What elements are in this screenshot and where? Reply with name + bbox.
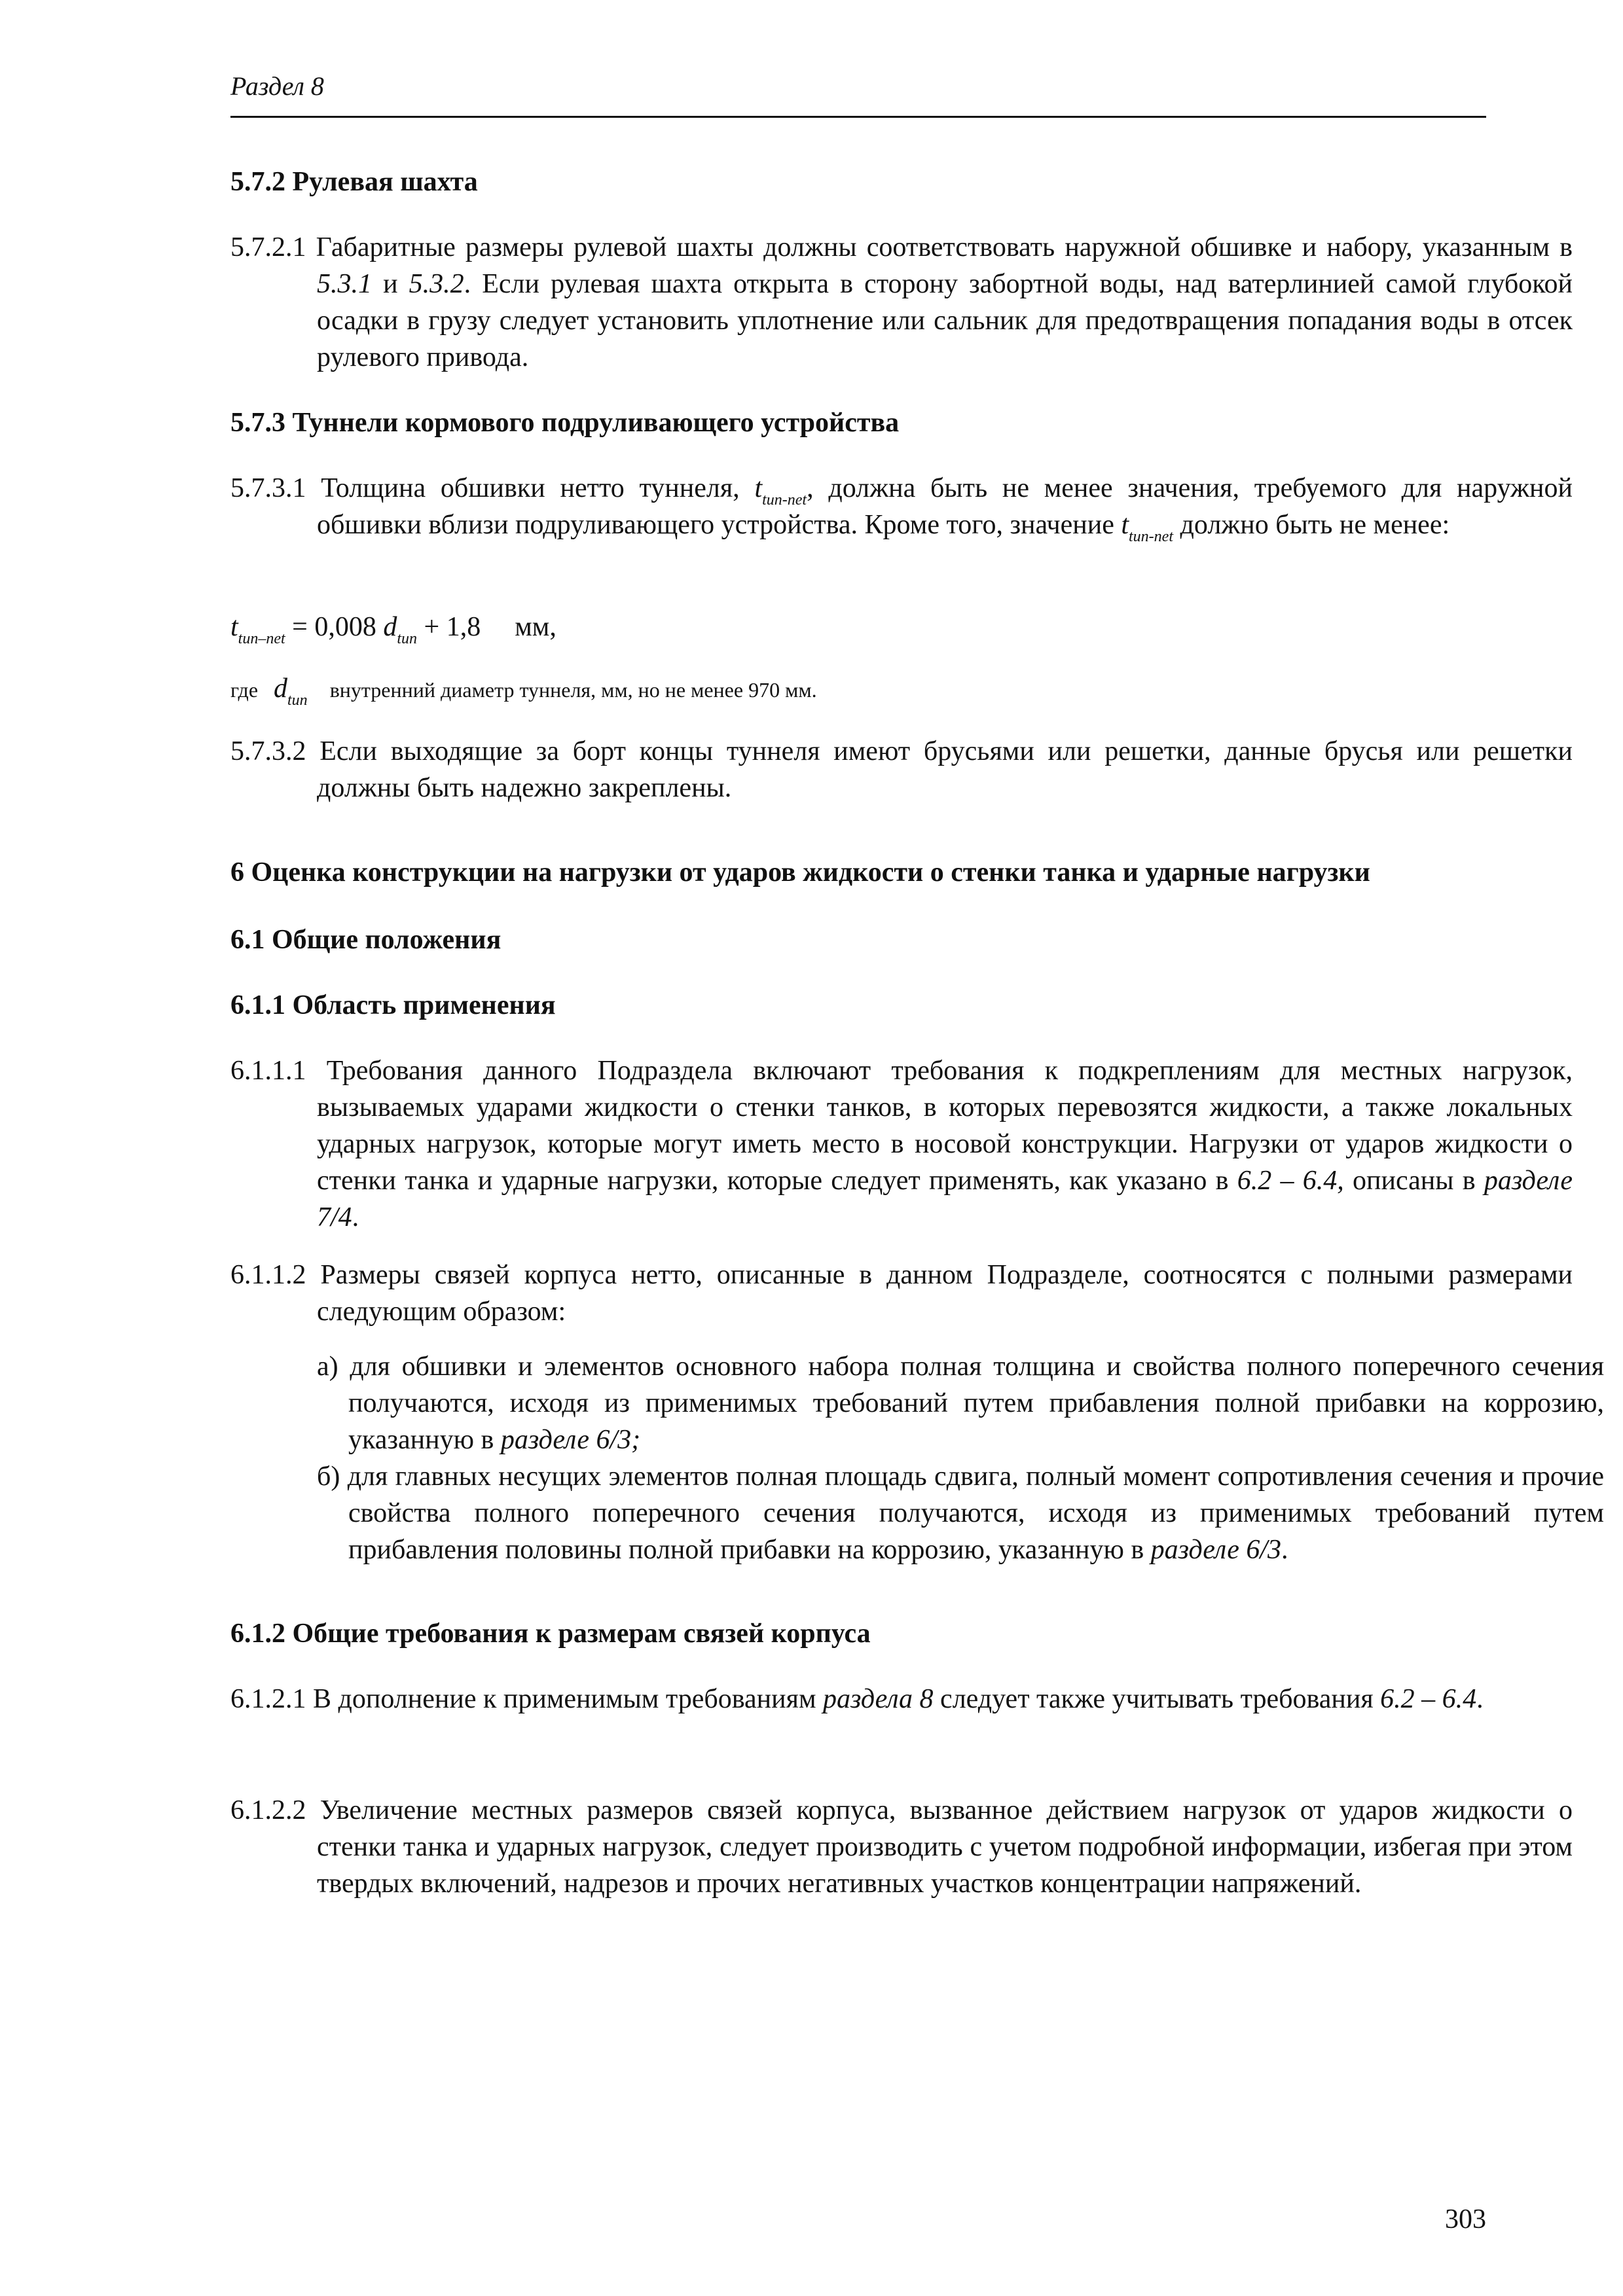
formula-subscript: tun–net (238, 630, 285, 647)
cross-reference: разделе 6/3; (500, 1425, 641, 1455)
header-rule (230, 116, 1486, 118)
formula-t-tun-net: $t_{tun-net} = 0,008$ $d_{tun} + 1,8$ мм, (230, 612, 556, 647)
heading-6-1-2: 6.1.2 Общие требования к размерам связей корпуса (230, 1619, 871, 1649)
symbol-subscript: tun-net (762, 492, 807, 509)
cross-reference: 5.3.2 (409, 269, 464, 299)
paragraph-number: 6.1.1.1 (230, 1056, 306, 1086)
paragraph-6-1-1-2: 6.1.1.2 Размеры связей корпуса нетто, описанные в данном Подразделе, соотносятся с полными размерами следующим образом: (230, 1260, 1573, 1327)
cross-reference: раздела 8 (823, 1684, 934, 1714)
heading-6-1: 6.1 Общие положения (230, 925, 501, 955)
paragraph-number: 5.7.3.1 (230, 473, 306, 503)
cross-reference: 6.2 – 6.4, (1237, 1166, 1344, 1196)
page-number: 303 (1445, 2204, 1486, 2234)
paragraph-6-1-1-1: 6.1.1.1 Требования данного Подраздела включают требования к подкреплениям для местных нагрузок, вызываемых ударами жидкости о стенки танков, в которых перевозятся жидкости, а также локальных ударных нагрузок, которые могут иметь место в носовой конструкции. Нагрузки от ударов жидкости о стенки танка и ударные нагрузки, которые следует применять, как указано в 6.2 – 6.4, описаны в разделе 7/4. (230, 1056, 1573, 1232)
list-marker: а) (317, 1352, 338, 1382)
paragraph-number: 5.7.2.1 (230, 232, 306, 262)
heading-5-7-3: 5.7.3 Туннели кормового подруливающего устройства (230, 408, 900, 438)
paragraph-number: 6.1.2.2 (230, 1795, 306, 1825)
formula-subscript: tun (287, 692, 308, 709)
paragraph-5-7-3-1: 5.7.3.1 Толщина обшивки нетто туннеля, $t_{tun-net}$, должна быть не менее значения, требуемого для наружной обшивки вблизи подруливающего устройства. Кроме того, значение $t_{tun-net}$ должно быть не менее: (230, 473, 1573, 545)
list-item-a: а) для обшивки и элементов основного набора полная толщина и свойства полного поперечного сечения получаются, исходя из применимых требований путем прибавления полной прибавки на коррозию, указанную в разделе 6/3; (317, 1352, 1605, 1455)
formula-where-clause: где $d_{tun}$ внутренний диаметр туннеля, мм, но не менее 970 мм. (230, 673, 817, 709)
formula-subscript: tun (397, 630, 418, 647)
heading-5-7-2: 5.7.2 Рулевая шахта (230, 167, 478, 197)
paragraph-number: 6.1.2.1 (230, 1684, 306, 1714)
formula-symbol: d (383, 612, 397, 642)
formula-symbol: d (274, 673, 288, 704)
symbol: t (754, 473, 763, 503)
formula-symbol: t (230, 612, 238, 642)
cross-reference: разделе 7/4 (317, 1166, 1573, 1232)
list-marker: б) (317, 1462, 340, 1492)
paragraph-number: 5.7.3.2 (230, 736, 306, 766)
heading-6-1-1: 6.1.1 Область применения (230, 990, 556, 1020)
symbol-subscript: tun-net (1129, 528, 1173, 545)
paragraph-number: 6.1.1.2 (230, 1260, 306, 1290)
cross-reference: 6.2 – 6.4 (1380, 1684, 1477, 1714)
paragraph-5-7-3-2: 5.7.3.2 Если выходящие за борт концы туннеля имеют брусьями или решетки, данные брусья или решетки должны быть надежно закреплены. (230, 736, 1573, 803)
cross-reference: разделе 6/3 (1150, 1535, 1282, 1565)
paragraph-6-1-2-1: 6.1.2.1 В дополнение к применимым требованиям раздела 8 следует также учитывать требования 6.2 – 6.4. (230, 1684, 1484, 1714)
running-header: Раздел 8 (230, 71, 324, 101)
symbol: t (1121, 510, 1129, 540)
cross-reference: 5.3.1 (317, 269, 372, 299)
paragraph-6-1-2-2: 6.1.2.2 Увеличение местных размеров связей корпуса, вызванное действием нагрузок от ударов жидкости о стенки танка и ударных нагрузок, следует производить с учетом подробной информации, избегая при этом твердых включений, надрезов и прочих негативных участков концентрации напряжений. (230, 1795, 1573, 1899)
heading-6: 6 Оценка конструкции на нагрузки от ударов жидкости о стенки танка и ударные нагрузки (230, 857, 1370, 888)
formula-unit: мм, (515, 612, 556, 642)
paragraph-5-7-2-1: 5.7.2.1 Габаритные размеры рулевой шахты должны соответствовать наружной обшивке и набору, указанным в 5.3.1 и 5.3.2. Если рулевая шахта открыта в сторону забортной воды, над ватерлинией самой глубокой осадки в грузу следует установить уплотнение или сальник для предотвращения попадания воды в отсек рулевого привода. (230, 232, 1573, 372)
list-item-b: б) для главных несущих элементов полная площадь сдвига, полный момент сопротивления сечения и прочие свойства полного поперечного сечения получаются, исходя из применимых требований путем прибавления половины полной прибавки на коррозию, указанную в разделе 6/3. (317, 1462, 1604, 1565)
